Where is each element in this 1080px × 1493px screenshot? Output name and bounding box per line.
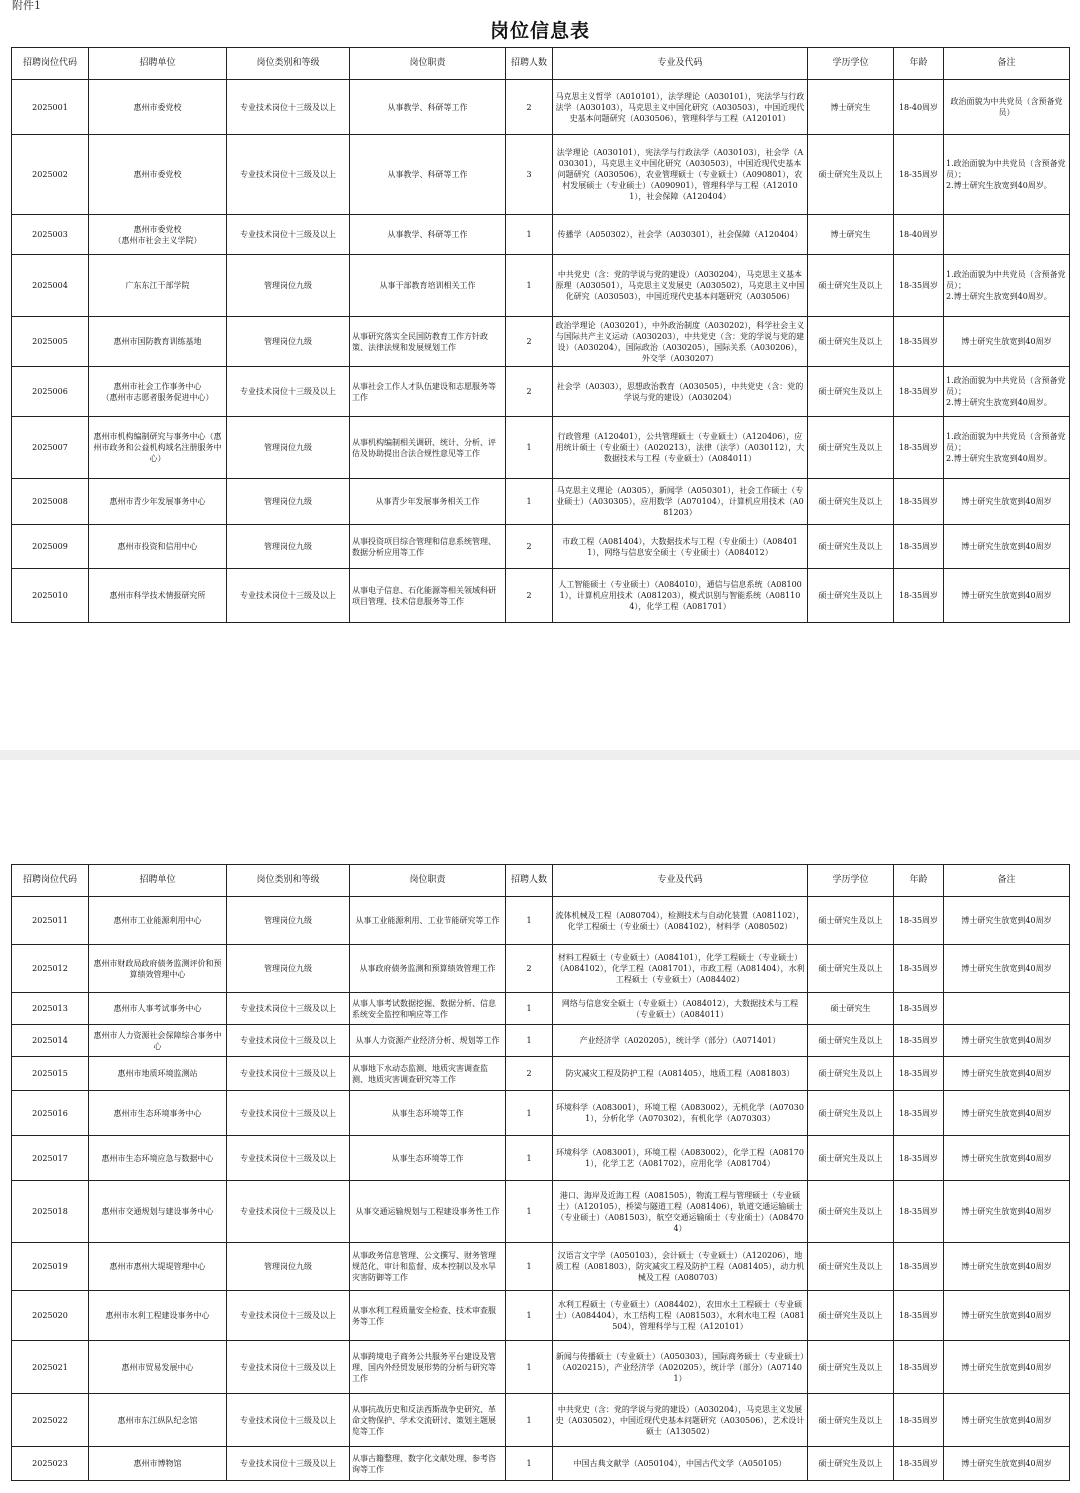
age-cell: 18-35周岁 — [894, 1025, 944, 1057]
header-cell: 招聘人数 — [506, 48, 553, 80]
majors-cell: 中国古典文献学（A050104），中国古代文学（A050105） — [553, 1447, 808, 1481]
education-cell: 硕士研究生及以上 — [808, 1394, 894, 1447]
duties-cell: 从事生态环境等工作 — [350, 1136, 506, 1181]
table-row — [12, 135, 1070, 215]
age-cell: 18-35周岁 — [894, 1136, 944, 1181]
duties-cell: 从事人力资源产业经济分析、规划等工作 — [350, 1025, 506, 1057]
table-row — [12, 1394, 1070, 1447]
header-cell: 岗位职责 — [350, 865, 506, 897]
employer-cell: 惠州市水利工程建设事务中心 — [89, 1291, 227, 1341]
duties-cell: 从事人事考试数据挖掘、数据分析、信息系统安全监控和响应等工作 — [350, 993, 506, 1025]
position-level-cell: 专业技术岗位十三级及以上 — [227, 215, 350, 255]
employer-cell: 惠州市人事考试事务中心 — [89, 993, 227, 1025]
duties-cell: 从事跨境电子商务公共服务平台建设及管理、国内外经贸发展形势的分析与研究等工作 — [350, 1341, 506, 1394]
headcount-cell: 2 — [506, 525, 553, 569]
remarks-cell: 博士研究生放宽到40周岁 — [944, 945, 1070, 993]
employer-cell: 惠州市惠州大堤堤管理中心 — [89, 1243, 227, 1291]
position-code-cell: 2025022 — [12, 1394, 89, 1447]
majors-cell: 环境科学（A083001），环境工程（A083002），化学工程（A081701），化学工艺（A081702），应用化学（A081704） — [553, 1136, 808, 1181]
age-cell: 18-40周岁 — [894, 215, 944, 255]
position-code-cell: 2025019 — [12, 1243, 89, 1291]
employer-cell: 惠州市交通规划与建设事务中心 — [89, 1181, 227, 1243]
headcount-cell: 1 — [506, 1243, 553, 1291]
remarks-cell: 政治面貌为中共党员（含预备党员） — [944, 80, 1070, 135]
headcount-cell: 1 — [506, 1341, 553, 1394]
education-cell: 硕士研究生及以上 — [808, 255, 894, 317]
remarks-cell: 博士研究生放宽到40周岁 — [944, 525, 1070, 569]
headcount-cell: 1 — [506, 1447, 553, 1481]
position-level-cell: 专业技术岗位十三级及以上 — [227, 135, 350, 215]
employer-cell: 惠州市委党校 — [89, 135, 227, 215]
table-row — [12, 367, 1070, 417]
table-row — [12, 569, 1070, 623]
majors-cell: 产业经济学（A020205），统计学（部分）（A071401） — [553, 1025, 808, 1057]
age-cell: 18-35周岁 — [894, 1243, 944, 1291]
header-cell: 招聘单位 — [89, 48, 227, 80]
duties-cell: 从事地下水动态监测、地质灾害调查监测、地质灾害调查研究等工作 — [350, 1057, 506, 1091]
position-code-cell: 2025010 — [12, 569, 89, 623]
remarks-cell: 1.政治面貌为中共党员（含预备党员）； 2.博士研究生放宽到40周岁。 — [944, 135, 1070, 215]
table-row — [12, 1136, 1070, 1181]
position-code-cell: 2025003 — [12, 215, 89, 255]
duties-cell: 从事社会工作人才队伍建设和志愿服务等工作 — [350, 367, 506, 417]
header-cell: 招聘岗位代码 — [12, 865, 89, 897]
education-cell: 硕士研究生及以上 — [808, 479, 894, 525]
table-row — [12, 1181, 1070, 1243]
remarks-cell — [944, 215, 1070, 255]
headcount-cell: 1 — [506, 215, 553, 255]
age-cell: 18-35周岁 — [894, 945, 944, 993]
position-code-cell: 2025017 — [12, 1136, 89, 1181]
duties-cell: 从事古籍整理、数字化文献处理、参考咨询等工作 — [350, 1447, 506, 1481]
employer-cell: 惠州市地质环境监测站 — [89, 1057, 227, 1091]
age-cell: 18-35周岁 — [894, 417, 944, 479]
header-cell: 岗位职责 — [350, 48, 506, 80]
position-level-cell: 专业技术岗位十三级及以上 — [227, 1447, 350, 1481]
duties-cell: 从事投资项目综合管理和信息系统管理、数据分析应用等工作 — [350, 525, 506, 569]
employer-cell: 惠州市科学技术情报研究所 — [89, 569, 227, 623]
position-level-cell: 专业技术岗位十三级及以上 — [227, 993, 350, 1025]
majors-cell: 传播学（A050302），社会学（A030301），社会保障（A120404） — [553, 215, 808, 255]
header-cell: 招聘岗位代码 — [12, 48, 89, 80]
education-cell: 硕士研究生及以上 — [808, 1447, 894, 1481]
education-cell: 硕士研究生及以上 — [808, 135, 894, 215]
age-cell: 18-35周岁 — [894, 993, 944, 1025]
position-code-cell: 2025004 — [12, 255, 89, 317]
position-code-cell: 2025002 — [12, 135, 89, 215]
headcount-cell: 1 — [506, 897, 553, 945]
education-cell: 硕士研究生及以上 — [808, 317, 894, 367]
headcount-cell: 2 — [506, 367, 553, 417]
headcount-cell: 3 — [506, 135, 553, 215]
position-code-cell: 2025012 — [12, 945, 89, 993]
table-row — [12, 317, 1070, 367]
duties-cell: 从事工业能源利用、工业节能研究等工作 — [350, 897, 506, 945]
header-cell: 学历学位 — [808, 48, 894, 80]
remarks-cell: 博士研究生放宽到40周岁 — [944, 569, 1070, 623]
majors-cell: 中共党史（含：党的学说与党的建设）（A030204），马克思主义基本原理（A030501），马克思主义发展史（A030502），马克思主义中国化研究（A030503），中国近现代史基本问题研究（A030506） — [553, 255, 808, 317]
remarks-cell — [944, 993, 1070, 1025]
position-level-cell: 专业技术岗位十三级及以上 — [227, 367, 350, 417]
table-row — [12, 1243, 1070, 1291]
remarks-cell: 博士研究生放宽到40周岁 — [944, 1136, 1070, 1181]
age-cell: 18-40周岁 — [894, 80, 944, 135]
header-cell: 招聘人数 — [506, 865, 553, 897]
position-code-cell: 2025001 — [12, 80, 89, 135]
position-code-cell: 2025011 — [12, 897, 89, 945]
headcount-cell: 1 — [506, 1181, 553, 1243]
duties-cell: 从事干部教育培训相关工作 — [350, 255, 506, 317]
education-cell: 博士研究生 — [808, 80, 894, 135]
education-cell: 硕士研究生及以上 — [808, 1341, 894, 1394]
education-cell: 硕士研究生及以上 — [808, 1057, 894, 1091]
page-separator — [0, 750, 1080, 760]
header-cell: 岗位类别和等级 — [227, 48, 350, 80]
table-body-page-1 — [12, 80, 1070, 623]
majors-cell: 市政工程（A081404），大数据技术与工程（专业硕士）（A084011），网络与信息安全硕士（专业硕士）（A084012） — [553, 525, 808, 569]
duties-cell: 从事水利工程质量安全检查、技术审查服务等工作 — [350, 1291, 506, 1341]
majors-cell: 防灾减灾工程及防护工程（A081405），地质工程（A081803） — [553, 1057, 808, 1091]
table-row — [12, 255, 1070, 317]
headcount-cell: 1 — [506, 1091, 553, 1136]
table-row — [12, 80, 1070, 135]
remarks-cell: 博士研究生放宽到40周岁 — [944, 1291, 1070, 1341]
remarks-cell: 博士研究生放宽到40周岁 — [944, 897, 1070, 945]
table-header-row — [12, 48, 1070, 80]
headcount-cell: 1 — [506, 479, 553, 525]
age-cell: 18-35周岁 — [894, 317, 944, 367]
table-row — [12, 1025, 1070, 1057]
position-code-cell: 2025016 — [12, 1091, 89, 1136]
majors-cell: 人工智能硕士（专业硕士）（A084010），通信与信息系统（A081001），计算机应用技术（A081203），模式识别与智能系统（A081104），化学工程（A081701） — [553, 569, 808, 623]
duties-cell: 从事教学、科研等工作 — [350, 215, 506, 255]
education-cell: 硕士研究生及以上 — [808, 1243, 894, 1291]
headcount-cell: 2 — [506, 317, 553, 367]
position-code-cell: 2025018 — [12, 1181, 89, 1243]
header-cell: 招聘单位 — [89, 865, 227, 897]
education-cell: 硕士研究生及以上 — [808, 1091, 894, 1136]
headcount-cell: 1 — [506, 1394, 553, 1447]
duties-cell: 从事生态环境等工作 — [350, 1091, 506, 1136]
position-code-cell: 2025013 — [12, 993, 89, 1025]
employer-cell: 惠州市人力资源社会保障综合事务中心 — [89, 1025, 227, 1057]
header-cell: 专业及代码 — [553, 48, 808, 80]
education-cell: 硕士研究生及以上 — [808, 1181, 894, 1243]
duties-cell: 从事教学、科研等工作 — [350, 135, 506, 215]
page-title: 岗位信息表 — [489, 20, 590, 42]
position-level-cell: 管理岗位九级 — [227, 479, 350, 525]
employer-cell: 惠州市机构编制研究与事务中心（惠州市政务和公益机构域名注册服务中心） — [89, 417, 227, 479]
table-row — [12, 1447, 1070, 1481]
education-cell: 硕士研究生 — [808, 993, 894, 1025]
position-level-cell: 专业技术岗位十三级及以上 — [227, 1091, 350, 1136]
header-cell: 备注 — [944, 865, 1070, 897]
majors-cell: 网络与信息安全硕士（专业硕士）（A084012），大数据技术与工程（专业硕士）（A084011） — [553, 993, 808, 1025]
headcount-cell: 2 — [506, 569, 553, 623]
table-row — [12, 945, 1070, 993]
position-level-cell: 管理岗位九级 — [227, 897, 350, 945]
employer-cell: 惠州市社会工作事务中心 （惠州市志愿者服务促进中心） — [89, 367, 227, 417]
headcount-cell: 1 — [506, 417, 553, 479]
header-cell: 岗位类别和等级 — [227, 865, 350, 897]
age-cell: 18-35周岁 — [894, 1057, 944, 1091]
headcount-cell: 2 — [506, 80, 553, 135]
remarks-cell: 博士研究生放宽到40周岁 — [944, 1091, 1070, 1136]
age-cell: 18-35周岁 — [894, 1291, 944, 1341]
remarks-cell: 博士研究生放宽到40周岁 — [944, 1181, 1070, 1243]
remarks-cell: 1.政治面貌为中共党员（含预备党员）； 2.博士研究生放宽到40周岁。 — [944, 417, 1070, 479]
majors-cell: 马克思主义理论（A0305），新闻学（A050301），社会工作硕士（专业硕士）（A030305），应用数学（A070104），计算机应用技术（A081203） — [553, 479, 808, 525]
age-cell: 18-35周岁 — [894, 1091, 944, 1136]
remarks-cell: 1.政治面貌为中共党员（含预备党员）； 2.博士研究生放宽到40周岁。 — [944, 255, 1070, 317]
employer-cell: 惠州市青少年发展事务中心 — [89, 479, 227, 525]
age-cell: 18-35周岁 — [894, 367, 944, 417]
position-code-cell: 2025005 — [12, 317, 89, 367]
education-cell: 博士研究生 — [808, 215, 894, 255]
age-cell: 18-35周岁 — [894, 525, 944, 569]
table-row — [12, 417, 1070, 479]
duties-cell: 从事研究落实全民国防教育工作方针政策、法律法规和发展规划工作 — [350, 317, 506, 367]
age-cell: 18-35周岁 — [894, 479, 944, 525]
age-cell: 18-35周岁 — [894, 1447, 944, 1481]
education-cell: 硕士研究生及以上 — [808, 1291, 894, 1341]
employer-cell: 惠州市委党校 （惠州市社会主义学院） — [89, 215, 227, 255]
position-level-cell: 管理岗位九级 — [227, 417, 350, 479]
employer-cell: 惠州市博物馆 — [89, 1447, 227, 1481]
remarks-cell: 博士研究生放宽到40周岁 — [944, 1394, 1070, 1447]
position-level-cell: 管理岗位九级 — [227, 945, 350, 993]
age-cell: 18-35周岁 — [894, 1181, 944, 1243]
table-row — [12, 215, 1070, 255]
header-cell: 年龄 — [894, 48, 944, 80]
header-cell: 年龄 — [894, 865, 944, 897]
position-table-page-2 — [11, 864, 1070, 1481]
position-level-cell: 管理岗位九级 — [227, 255, 350, 317]
remarks-cell: 博士研究生放宽到40周岁 — [944, 1057, 1070, 1091]
duties-cell: 从事教学、科研等工作 — [350, 80, 506, 135]
majors-cell: 社会学（A0303），思想政治教育（A030505），中共党史（含：党的学说与党的建设）（A030204） — [553, 367, 808, 417]
remarks-cell: 博士研究生放宽到40周岁 — [944, 1025, 1070, 1057]
position-code-cell: 2025008 — [12, 479, 89, 525]
position-level-cell: 专业技术岗位十三级及以上 — [227, 1057, 350, 1091]
table-row — [12, 897, 1070, 945]
headcount-cell: 1 — [506, 1291, 553, 1341]
position-level-cell: 专业技术岗位十三级及以上 — [227, 1136, 350, 1181]
majors-cell: 水利工程硕士（专业硕士）（A084402），农田水土工程硕士（专业硕士）（A084404），水工结构工程（A081503），水利水电工程（A081504），管理科学与工程（A120101） — [553, 1291, 808, 1341]
education-cell: 硕士研究生及以上 — [808, 569, 894, 623]
position-level-cell: 专业技术岗位十三级及以上 — [227, 80, 350, 135]
education-cell: 硕士研究生及以上 — [808, 417, 894, 479]
position-code-cell: 2025007 — [12, 417, 89, 479]
remarks-cell: 博士研究生放宽到40周岁 — [944, 479, 1070, 525]
age-cell: 18-35周岁 — [894, 569, 944, 623]
employer-cell: 惠州市工业能源利用中心 — [89, 897, 227, 945]
age-cell: 18-35周岁 — [894, 897, 944, 945]
education-cell: 硕士研究生及以上 — [808, 367, 894, 417]
table-row — [12, 479, 1070, 525]
position-code-cell: 2025020 — [12, 1291, 89, 1341]
employer-cell: 惠州市委党校 — [89, 80, 227, 135]
duties-cell: 从事政务信息管理、公文撰写、财务管理规范化、审计和监督、成本控制以及水旱灾害防御等工作 — [350, 1243, 506, 1291]
table-row — [12, 1341, 1070, 1394]
position-code-cell: 2025023 — [12, 1447, 89, 1481]
majors-cell: 流体机械及工程（A080704），检测技术与自动化装置（A081102），化学工程硕士（专业硕士）（A084102），材料学（A080502） — [553, 897, 808, 945]
position-code-cell: 2025009 — [12, 525, 89, 569]
table-row — [12, 1091, 1070, 1136]
majors-cell: 港口、海岸及近海工程（A081505），物流工程与管理硕士（专业硕士）（A120105），桥梁与隧道工程（A081406），轨道交通运输硕士（专业硕士）（A081503），航空交通运输硕士（专业硕士）（A084704） — [553, 1181, 808, 1243]
position-code-cell: 2025006 — [12, 367, 89, 417]
position-code-cell: 2025021 — [12, 1341, 89, 1394]
duties-cell: 从事电子信息、石化能源等相关领域科研项目管理、技术信息服务等工作 — [350, 569, 506, 623]
employer-cell: 惠州市生态环境事务中心 — [89, 1091, 227, 1136]
headcount-cell: 1 — [506, 1025, 553, 1057]
majors-cell: 新闻与传播硕士（专业硕士）（A050303），国际商务硕士（专业硕士）（A020215），产业经济学（A020205），统计学（部分）（A071401） — [553, 1341, 808, 1394]
position-level-cell: 管理岗位九级 — [227, 525, 350, 569]
position-level-cell: 管理岗位九级 — [227, 1243, 350, 1291]
majors-cell: 环境科学（A083001），环境工程（A083002），无机化学（A070301），分析化学（A070302），有机化学（A070303） — [553, 1091, 808, 1136]
age-cell: 18-35周岁 — [894, 1394, 944, 1447]
position-level-cell: 管理岗位九级 — [227, 317, 350, 367]
attachment-label: 附件1 — [12, 0, 41, 12]
duties-cell: 从事交通运输规划与工程建设事务性工作 — [350, 1181, 506, 1243]
remarks-cell: 博士研究生放宽到40周岁 — [944, 1243, 1070, 1291]
majors-cell: 材料工程硕士（专业硕士）（A084101），化学工程硕士（专业硕士）（A084102），化学工程（A081701），市政工程（A081404），水利工程硕士（专业硕士）（A084402） — [553, 945, 808, 993]
remarks-cell: 博士研究生放宽到40周岁 — [944, 317, 1070, 367]
employer-cell: 广东东江干部学院 — [89, 255, 227, 317]
education-cell: 硕士研究生及以上 — [808, 1136, 894, 1181]
education-cell: 硕士研究生及以上 — [808, 1025, 894, 1057]
position-table-page-1 — [11, 47, 1070, 623]
education-cell: 硕士研究生及以上 — [808, 945, 894, 993]
header-cell: 学历学位 — [808, 865, 894, 897]
table-row — [12, 525, 1070, 569]
headcount-cell: 1 — [506, 993, 553, 1025]
duties-cell: 从事政府债务监测和预算绩效管理工作 — [350, 945, 506, 993]
employer-cell: 惠州市财政局政府债务监测评价和预算绩效管理中心 — [89, 945, 227, 993]
header-cell: 专业及代码 — [553, 865, 808, 897]
age-cell: 18-35周岁 — [894, 135, 944, 215]
position-level-cell: 专业技术岗位十三级及以上 — [227, 1291, 350, 1341]
duties-cell: 从事青少年发展事务相关工作 — [350, 479, 506, 525]
headcount-cell: 1 — [506, 255, 553, 317]
headcount-cell: 2 — [506, 945, 553, 993]
position-level-cell: 专业技术岗位十三级及以上 — [227, 1025, 350, 1057]
remarks-cell: 博士研究生放宽到40周岁 — [944, 1447, 1070, 1481]
table-row — [12, 993, 1070, 1025]
table-header-row — [12, 865, 1070, 897]
education-cell: 硕士研究生及以上 — [808, 525, 894, 569]
majors-cell: 法学理论（A030101），宪法学与行政法学（A030103），社会学（A030301），马克思主义中国化研究（A030503），中国近现代史基本问题研究（A030506），农业管理硕士（专业硕士）（A090801），农村发展硕士（专业硕士）（A090901），管理科学与工程（A120101），社会保障（A120404） — [553, 135, 808, 215]
education-cell: 硕士研究生及以上 — [808, 897, 894, 945]
age-cell: 18-35周岁 — [894, 255, 944, 317]
position-code-cell: 2025015 — [12, 1057, 89, 1091]
position-level-cell: 专业技术岗位十三级及以上 — [227, 1341, 350, 1394]
duties-cell: 从事抗战历史和反法西斯战争史研究、革命文物保护、学术交流研讨、策划主题展览等工作 — [350, 1394, 506, 1447]
duties-cell: 从事机构编制相关调研、统计、分析、评估及协助提出合法合规性意见等工作 — [350, 417, 506, 479]
remarks-cell: 1.政治面貌为中共党员（含预备党员）； 2.博士研究生放宽到40周岁。 — [944, 367, 1070, 417]
majors-cell: 行政管理（A120401），公共管理硕士（专业硕士）（A120406），应用统计硕士（专业硕士）（A020213），法律（法学）（A030112），大数据技术与工程（专业硕士）（A084011） — [553, 417, 808, 479]
employer-cell: 惠州市贸易发展中心 — [89, 1341, 227, 1394]
page-2 — [0, 760, 1080, 1493]
majors-cell: 政治学理论（A030201），中外政治制度（A030202），科学社会主义与国际共产主义运动（A030203），中共党史（含：党的学说与党的建设）（A030204），国际政治（A030205），国际关系（A030206），外交学（A030207） — [553, 317, 808, 367]
headcount-cell: 2 — [506, 1057, 553, 1091]
position-level-cell: 专业技术岗位十三级及以上 — [227, 569, 350, 623]
header-cell: 备注 — [944, 48, 1070, 80]
table-body-page-2 — [12, 897, 1070, 1481]
majors-cell: 马克思主义哲学（A010101），法学理论（A030101），宪法学与行政法学（A030103），马克思主义中国化研究（A030503），中国近现代史基本问题研究（A030506），管理科学与工程（A120101） — [553, 80, 808, 135]
headcount-cell: 1 — [506, 1136, 553, 1181]
table-row — [12, 1291, 1070, 1341]
majors-cell: 中共党史（含：党的学说与党的建设）（A030204），马克思主义发展史（A030502），中国近现代史基本问题研究（A030506），艺术设计硕士（A130502） — [553, 1394, 808, 1447]
table-row — [12, 1057, 1070, 1091]
employer-cell: 惠州市国防教育训练基地 — [89, 317, 227, 367]
employer-cell: 惠州市东江纵队纪念馆 — [89, 1394, 227, 1447]
remarks-cell: 博士研究生放宽到40周岁 — [944, 1341, 1070, 1394]
position-level-cell: 专业技术岗位十三级及以上 — [227, 1181, 350, 1243]
employer-cell: 惠州市投资和信用中心 — [89, 525, 227, 569]
employer-cell: 惠州市生态环境应急与数据中心 — [89, 1136, 227, 1181]
position-code-cell: 2025014 — [12, 1025, 89, 1057]
age-cell: 18-35周岁 — [894, 1341, 944, 1394]
position-level-cell: 专业技术岗位十三级及以上 — [227, 1394, 350, 1447]
majors-cell: 汉语言文字学（A050103），会计硕士（专业硕士）（A120206），地质工程（A081803），防灾减灾工程及防护工程（A081405），动力机械及工程（A080703） — [553, 1243, 808, 1291]
